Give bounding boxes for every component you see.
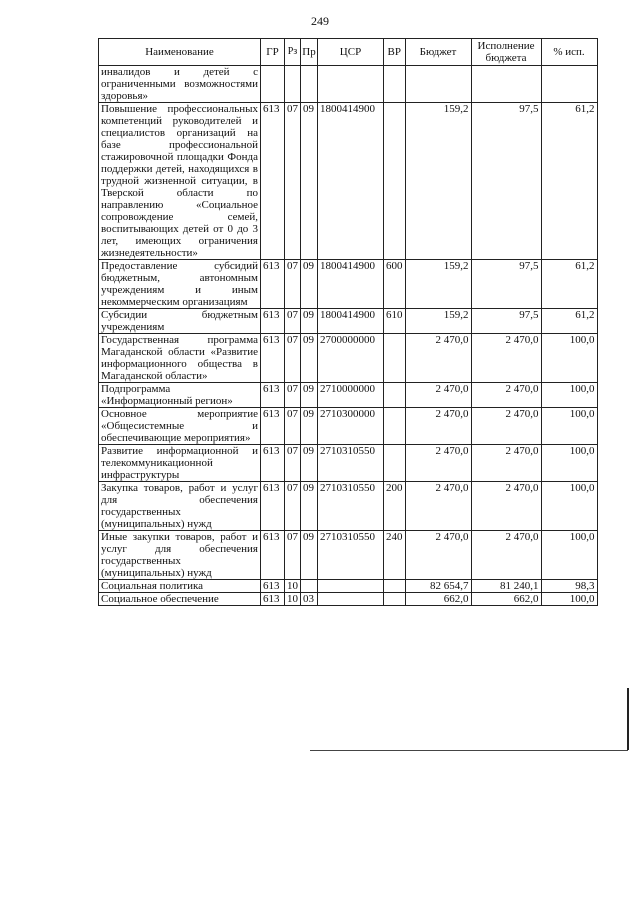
cell-name: Предоставление субсидий бюджетным, автономным учреждениям и иным некоммерческим организациям (99, 260, 261, 309)
cell-budget: 2 470,0 (405, 334, 471, 383)
cell-pr: 09 (301, 408, 318, 445)
cell-vr (384, 103, 406, 260)
cell-name: Основное мероприятие «Общесистемные и обеспечивающие мероприятия» (99, 408, 261, 445)
cell-name: Подпрограмма «Информационный регион» (99, 383, 261, 408)
cell-pr: 09 (301, 445, 318, 482)
table-row (99, 334, 598, 383)
cell-execution: 2 470,0 (471, 408, 541, 445)
cell-budget: 2 470,0 (405, 408, 471, 445)
table-body (99, 66, 598, 606)
cell-gr: 613 (261, 580, 285, 593)
header-gr: ГР (261, 39, 285, 66)
footer-rule (310, 750, 628, 751)
cell-csr: 1800414900 (318, 309, 384, 334)
cell-execution: 2 470,0 (471, 334, 541, 383)
cell-percent: 100,0 (541, 531, 597, 580)
table-row (99, 66, 598, 103)
cell-pr: 09 (301, 383, 318, 408)
cell-execution (471, 66, 541, 103)
cell-budget: 159,2 (405, 103, 471, 260)
cell-csr: 1800414900 (318, 260, 384, 309)
cell-rz: 07 (285, 482, 301, 531)
table-row (99, 593, 598, 606)
cell-gr (261, 66, 285, 103)
cell-pr: 03 (301, 593, 318, 606)
cell-gr: 613 (261, 309, 285, 334)
cell-rz: 07 (285, 531, 301, 580)
cell-name: инвалидов и детей с ограниченными возможностями здоровья» (99, 66, 261, 103)
cell-percent: 98,3 (541, 580, 597, 593)
cell-budget: 82 654,7 (405, 580, 471, 593)
cell-name: Развитие информационной и телекоммуникационной инфраструктуры (99, 445, 261, 482)
cell-rz: 07 (285, 445, 301, 482)
cell-rz (285, 66, 301, 103)
cell-budget: 2 470,0 (405, 482, 471, 531)
table-row (99, 103, 598, 260)
cell-pr: 09 (301, 531, 318, 580)
cell-gr: 613 (261, 334, 285, 383)
cell-percent: 100,0 (541, 593, 597, 606)
cell-csr: 2710310550 (318, 445, 384, 482)
cell-gr: 613 (261, 103, 285, 260)
cell-gr: 613 (261, 593, 285, 606)
cell-percent: 100,0 (541, 482, 597, 531)
header-vr: ВР (384, 39, 406, 66)
table-row (99, 309, 598, 334)
cell-percent: 61,2 (541, 260, 597, 309)
cell-rz: 07 (285, 408, 301, 445)
cell-vr: 600 (384, 260, 406, 309)
cell-budget (405, 66, 471, 103)
table-row (99, 408, 598, 445)
cell-budget: 159,2 (405, 309, 471, 334)
cell-name: Иные закупки товаров, работ и услуг для обеспечения государственных (муниципальных) нужд (99, 531, 261, 580)
cell-percent (541, 66, 597, 103)
cell-rz: 07 (285, 103, 301, 260)
cell-csr (318, 593, 384, 606)
cell-csr: 2710300000 (318, 408, 384, 445)
cell-rz: 07 (285, 383, 301, 408)
cell-name: Субсидии бюджетным учреждениям (99, 309, 261, 334)
budget-table (98, 38, 598, 606)
table-row (99, 580, 598, 593)
cell-execution: 81 240,1 (471, 580, 541, 593)
cell-gr: 613 (261, 482, 285, 531)
table-header-row (99, 39, 598, 66)
cell-execution: 97,5 (471, 260, 541, 309)
cell-percent: 61,2 (541, 103, 597, 260)
cell-execution: 2 470,0 (471, 531, 541, 580)
table-row (99, 383, 598, 408)
cell-vr (384, 383, 406, 408)
cell-gr: 613 (261, 408, 285, 445)
margin-bar (627, 688, 629, 750)
cell-pr: 09 (301, 309, 318, 334)
cell-name: Социальное обеспечение (99, 593, 261, 606)
cell-vr: 200 (384, 482, 406, 531)
cell-csr: 2710000000 (318, 383, 384, 408)
cell-budget: 2 470,0 (405, 445, 471, 482)
cell-rz: 07 (285, 334, 301, 383)
cell-name: Закупка товаров, работ и услуг для обеспечения государственных (муниципальных) нужд (99, 482, 261, 531)
cell-vr (384, 580, 406, 593)
cell-percent: 100,0 (541, 383, 597, 408)
cell-execution: 2 470,0 (471, 445, 541, 482)
cell-execution: 2 470,0 (471, 383, 541, 408)
header-name: Наименование (99, 39, 261, 66)
cell-vr: 610 (384, 309, 406, 334)
table-row (99, 482, 598, 531)
cell-csr: 1800414900 (318, 103, 384, 260)
table-row (99, 445, 598, 482)
header-csr: ЦСР (318, 39, 384, 66)
cell-pr (301, 66, 318, 103)
page-number: 249 (311, 14, 329, 28)
cell-percent: 100,0 (541, 408, 597, 445)
header-budget: Бюджет (405, 39, 471, 66)
cell-execution: 97,5 (471, 103, 541, 260)
cell-execution: 2 470,0 (471, 482, 541, 531)
cell-execution: 97,5 (471, 309, 541, 334)
cell-name: Повышение профессиональных компетенций руководителей и специалистов организаций на базе профессиональной стажировочной площадки Фонда поддержки детей, находящихся в трудной жизненной ситуации, в Тверской области по направлению «Социальное сопровождение семей, воспитывающих детей от 0 до 3 лет, имеющих ограничения жизнедеятельности» (99, 103, 261, 260)
cell-vr (384, 66, 406, 103)
cell-pr: 09 (301, 260, 318, 309)
cell-gr: 613 (261, 531, 285, 580)
cell-vr (384, 408, 406, 445)
cell-percent: 61,2 (541, 309, 597, 334)
cell-name: Государственная программа Магаданской области «Развитие информационного общества в Магаданской области» (99, 334, 261, 383)
cell-vr (384, 593, 406, 606)
cell-pr: 09 (301, 482, 318, 531)
table-row (99, 531, 598, 580)
cell-percent: 100,0 (541, 334, 597, 383)
cell-budget: 2 470,0 (405, 531, 471, 580)
cell-csr: 2710310550 (318, 482, 384, 531)
cell-vr: 240 (384, 531, 406, 580)
cell-budget: 2 470,0 (405, 383, 471, 408)
cell-percent: 100,0 (541, 445, 597, 482)
cell-execution: 662,0 (471, 593, 541, 606)
cell-rz: 10 (285, 593, 301, 606)
cell-gr: 613 (261, 445, 285, 482)
header-pr: Пр (301, 39, 318, 66)
cell-csr (318, 580, 384, 593)
cell-name: Социальная политика (99, 580, 261, 593)
header-percent: % исп. (541, 39, 597, 66)
table-row (99, 260, 598, 309)
cell-rz: 07 (285, 309, 301, 334)
header-execution: Исполнение бюджета (471, 39, 541, 66)
cell-budget: 662,0 (405, 593, 471, 606)
cell-gr: 613 (261, 260, 285, 309)
cell-rz: 07 (285, 260, 301, 309)
cell-pr: 09 (301, 334, 318, 383)
header-rz: Рз (285, 39, 301, 66)
cell-vr (384, 445, 406, 482)
cell-pr (301, 580, 318, 593)
cell-pr: 09 (301, 103, 318, 260)
cell-budget: 159,2 (405, 260, 471, 309)
cell-rz: 10 (285, 580, 301, 593)
cell-gr: 613 (261, 383, 285, 408)
cell-csr: 2710310550 (318, 531, 384, 580)
cell-vr (384, 334, 406, 383)
cell-csr: 2700000000 (318, 334, 384, 383)
cell-csr (318, 66, 384, 103)
